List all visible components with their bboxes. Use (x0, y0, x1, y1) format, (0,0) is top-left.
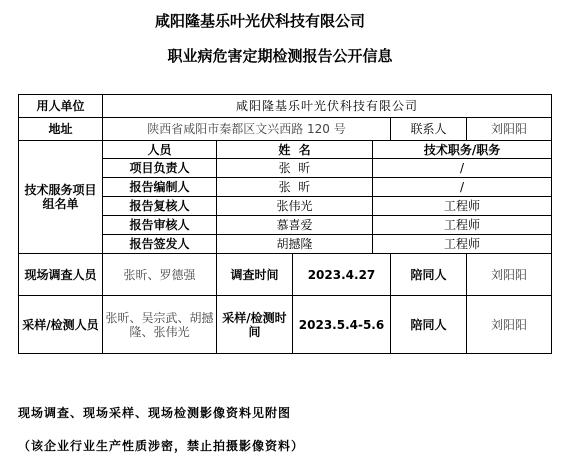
survey-people: 张昕、罗德强 (103, 254, 217, 296)
address-label: 地址 (19, 118, 103, 141)
team-name: 慕喜爱 (217, 216, 373, 235)
team-name: 胡撼隆 (217, 235, 373, 254)
survey-companion-label: 陪同人 (391, 254, 467, 296)
team-name: 张 昕 (217, 178, 373, 197)
sampling-time-label: 采样/检测时间 (217, 296, 293, 354)
team-header-row (19, 141, 552, 159)
sampling-companion-label: 陪同人 (391, 296, 467, 354)
info-table (18, 94, 552, 354)
team-col-title: 技术职务/职务 (373, 141, 552, 159)
contact-label: 联系人 (391, 118, 467, 141)
attachment-note: 现场调查、现场采样、现场检测影像资料见附图 (18, 406, 292, 420)
report-subtitle: 职业病危害定期检测报告公开信息 (167, 47, 393, 65)
team-role: 项目负责人 (103, 159, 217, 178)
team-title: / (373, 159, 552, 178)
team-name: 张伟光 (217, 197, 373, 216)
sampling-label: 采样/检测人员 (19, 296, 103, 354)
team-role: 报告编制人 (103, 178, 217, 197)
company-title: 咸阳隆基乐叶光伏科技有限公司 (154, 12, 365, 30)
employer-label: 用人单位 (19, 95, 103, 118)
team-title: / (373, 178, 552, 197)
team-col-role: 人员 (103, 141, 217, 159)
survey-label: 现场调查人员 (19, 254, 103, 296)
sampling-companion-value: 刘阳阳 (467, 296, 552, 354)
address-row (19, 118, 552, 141)
address-value: 陕西省咸阳市秦都区文兴西路 120 号 (103, 118, 391, 141)
sampling-row (19, 296, 552, 354)
team-role: 报告审核人 (103, 216, 217, 235)
contact-value: 刘阳阳 (467, 118, 552, 141)
team-title: 工程师 (373, 235, 552, 254)
survey-time-value: 2023.4.27 (293, 254, 391, 296)
confidential-note: （该企业行业生产性质涉密，禁止拍摄影像资料） (18, 439, 305, 453)
team-title: 工程师 (373, 216, 552, 235)
team-role: 报告复核人 (103, 197, 217, 216)
team-label: 技术服务项目组名单 (19, 141, 103, 254)
survey-companion-value: 刘阳阳 (467, 254, 552, 296)
employer-value: 咸阳隆基乐叶光伏科技有限公司 (103, 95, 552, 118)
sampling-time-value: 2023.5.4-5.6 (293, 296, 391, 354)
employer-row (19, 95, 552, 118)
survey-time-label: 调查时间 (217, 254, 293, 296)
sampling-people: 张昕、吴宗武、胡撼隆、张伟光 (103, 296, 217, 354)
team-col-name: 姓 名 (217, 141, 373, 159)
team-title: 工程师 (373, 197, 552, 216)
team-name: 张 昕 (217, 159, 373, 178)
survey-row (19, 254, 552, 296)
team-role: 报告签发人 (103, 235, 217, 254)
